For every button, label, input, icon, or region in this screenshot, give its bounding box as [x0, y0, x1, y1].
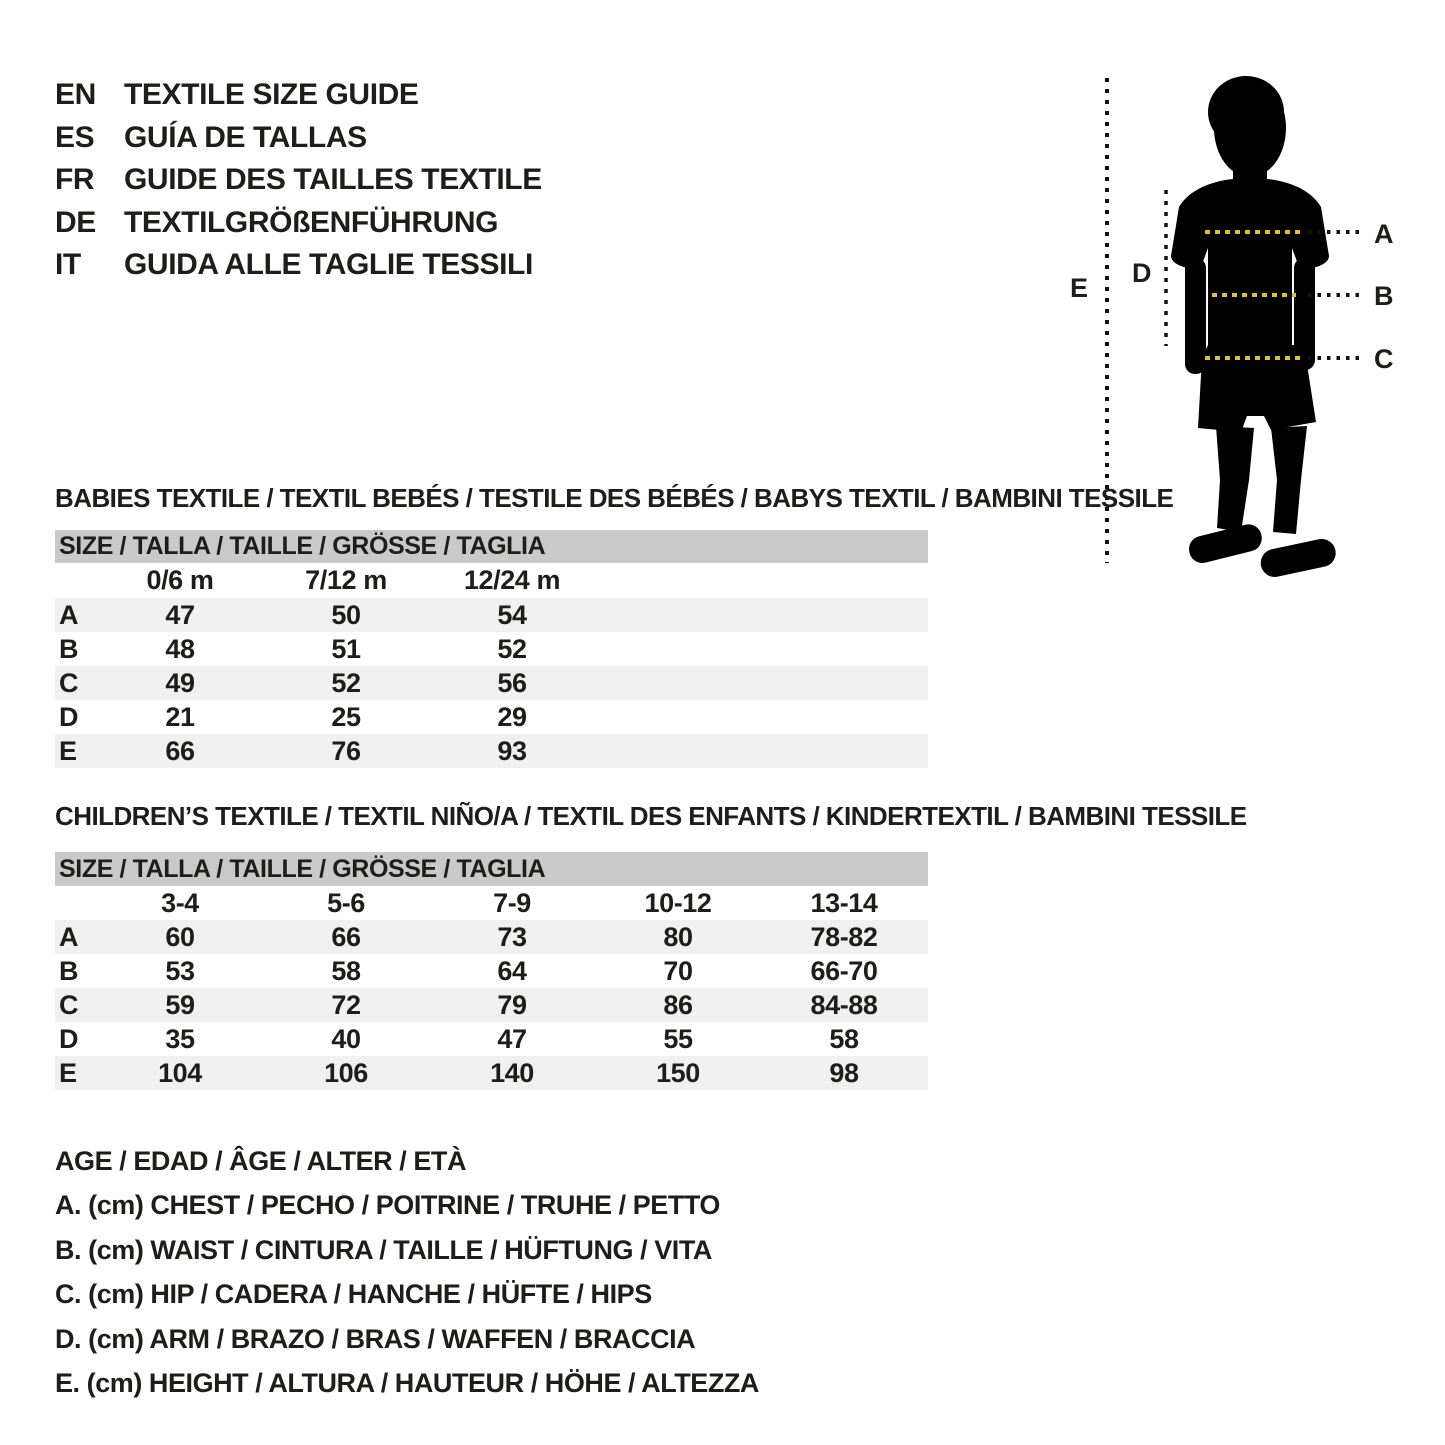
table-row — [55, 920, 928, 954]
figure-label-e: E — [1070, 273, 1088, 303]
row-label: B — [59, 955, 79, 986]
legend-chest-line: A. (cm) CHEST / PECHO / POITRINE / TRUHE / PETTO — [55, 1190, 720, 1221]
language-title: GUIDA ALLE TAGLIE TESSILI — [124, 248, 533, 282]
children-size-header-bar: SIZE / TALLA / TAILLE / GRÖSSE / TAGLIA — [55, 852, 928, 886]
babies-size-table — [55, 530, 928, 768]
table-cell: 66 — [165, 735, 195, 766]
table-cell: 104 — [158, 1057, 202, 1088]
language-code: ES — [55, 120, 95, 154]
table-cell: 56 — [497, 667, 527, 698]
row-label: B — [59, 633, 79, 664]
table-cell: 70 — [663, 955, 693, 986]
table-cell: 21 — [165, 701, 195, 732]
table-cell: 47 — [497, 1023, 527, 1054]
table-cell: 66-70 — [810, 955, 878, 986]
language-title: GUÍA DE TALLAS — [124, 120, 367, 154]
table-row — [55, 632, 928, 666]
table-cell: 150 — [656, 1057, 700, 1088]
table-row — [55, 598, 928, 632]
table-cell: 93 — [497, 735, 527, 766]
measurement-figure — [1050, 60, 1445, 600]
language-code: DE — [55, 205, 96, 239]
table-cell: 73 — [497, 921, 527, 952]
column-header: 13-14 — [810, 887, 878, 918]
table-cell: 25 — [331, 701, 361, 732]
table-cell: 47 — [165, 599, 195, 630]
legend-arm-line: D. (cm) ARM / BRAZO / BRAS / WAFFEN / BRACCIA — [55, 1323, 696, 1354]
row-label: A — [59, 599, 79, 630]
language-row — [55, 159, 542, 202]
table-cell: 52 — [497, 633, 527, 664]
row-label: A — [59, 921, 79, 952]
table-cell: 29 — [497, 701, 527, 732]
table-cell: 76 — [331, 735, 361, 766]
language-row — [55, 117, 542, 160]
column-header: 7/12 m — [305, 565, 387, 595]
column-header: 7-9 — [493, 887, 531, 918]
row-label: D — [59, 1023, 79, 1054]
table-cell: 48 — [165, 633, 195, 664]
language-code: EN — [55, 78, 96, 112]
column-header: 3-4 — [161, 887, 199, 918]
table-cell: 140 — [490, 1057, 534, 1088]
figure-label-c: C — [1374, 344, 1394, 374]
table-cell: 78-82 — [810, 921, 878, 952]
legend-hip-line: C. (cm) HIP / CADERA / HANCHE / HÜFTE / HIPS — [55, 1279, 652, 1310]
language-code: IT — [55, 248, 81, 282]
row-label: E — [59, 1057, 77, 1088]
language-row — [55, 244, 542, 287]
table-row — [55, 1056, 928, 1090]
table-cell: 58 — [829, 1023, 859, 1054]
table-cell: 64 — [497, 955, 527, 986]
table-row — [55, 734, 928, 768]
table-cell: 59 — [165, 989, 195, 1020]
language-code: FR — [55, 163, 95, 197]
table-cell: 53 — [165, 955, 195, 986]
table-cell: 58 — [331, 955, 361, 986]
legend-height-line: E. (cm) HEIGHT / ALTURA / HAUTEUR / HÖHE / ALTEZZA — [55, 1368, 759, 1399]
table-cell: 49 — [165, 667, 195, 698]
table-cell: 55 — [663, 1023, 693, 1054]
table-cell: 40 — [331, 1023, 361, 1054]
language-title: TEXTILE SIZE GUIDE — [124, 78, 419, 112]
measurement-legend — [55, 1139, 759, 1406]
table-row — [55, 1022, 928, 1056]
column-header: 10-12 — [644, 887, 712, 918]
column-header: 0/6 m — [146, 565, 214, 595]
figure-label-d: D — [1132, 258, 1152, 288]
table-cell: 72 — [331, 989, 361, 1020]
table-row — [55, 700, 928, 734]
language-row — [55, 74, 542, 117]
row-label: D — [59, 701, 79, 732]
table-cell: 86 — [663, 989, 693, 1020]
table-row — [55, 666, 928, 700]
table-cell: 79 — [497, 989, 527, 1020]
child-silhouette-graphic — [1050, 60, 1445, 600]
figure-label-a: A — [1374, 219, 1394, 249]
table-cell: 50 — [331, 599, 361, 630]
children-section-title: CHILDREN’S TEXTILE / TEXTIL NIÑO/A / TEXTIL DES ENFANTS / KINDERTEXTIL / BAMBINI TESSILE — [55, 801, 1247, 831]
table-cell: 35 — [165, 1023, 195, 1054]
table-cell: 52 — [331, 667, 361, 698]
table-cell: 106 — [324, 1057, 368, 1088]
language-title: GUIDE DES TAILLES TEXTILE — [124, 163, 542, 197]
babies-size-header-bar: SIZE / TALLA / TAILLE / GRÖSSE / TAGLIA — [55, 530, 928, 563]
column-header: 5-6 — [327, 887, 365, 918]
table-cell: 98 — [829, 1057, 859, 1088]
row-label: C — [59, 667, 79, 698]
babies-section-title: BABIES TEXTILE / TEXTIL BEBÉS / TESTILE DES BÉBÉS / BABYS TEXTIL / BAMBINI TESSILE — [55, 483, 1174, 513]
table-row — [55, 988, 928, 1022]
legend-age-line: AGE / EDAD / ÂGE / ALTER / ETÀ — [55, 1145, 467, 1176]
table-cell: 60 — [165, 921, 195, 952]
table-cell: 51 — [331, 633, 361, 664]
language-row — [55, 202, 542, 245]
row-label: E — [59, 735, 77, 766]
table-cell: 54 — [497, 599, 527, 630]
table-cell: 80 — [663, 921, 693, 952]
babies-column-header-row — [55, 563, 928, 598]
children-size-table — [55, 852, 928, 1090]
table-cell: 84-88 — [810, 989, 878, 1020]
language-title-block — [55, 74, 542, 287]
legend-waist-line: B. (cm) WAIST / CINTURA / TAILLE / HÜFTUNG / VITA — [55, 1234, 712, 1265]
figure-label-b: B — [1374, 281, 1394, 311]
column-header: 12/24 m — [463, 565, 561, 595]
table-row — [55, 954, 928, 988]
table-cell: 66 — [331, 921, 361, 952]
children-column-header-row — [55, 886, 928, 920]
row-label: C — [59, 989, 79, 1020]
language-title: TEXTILGRÖßENFÜHRUNG — [124, 205, 499, 239]
